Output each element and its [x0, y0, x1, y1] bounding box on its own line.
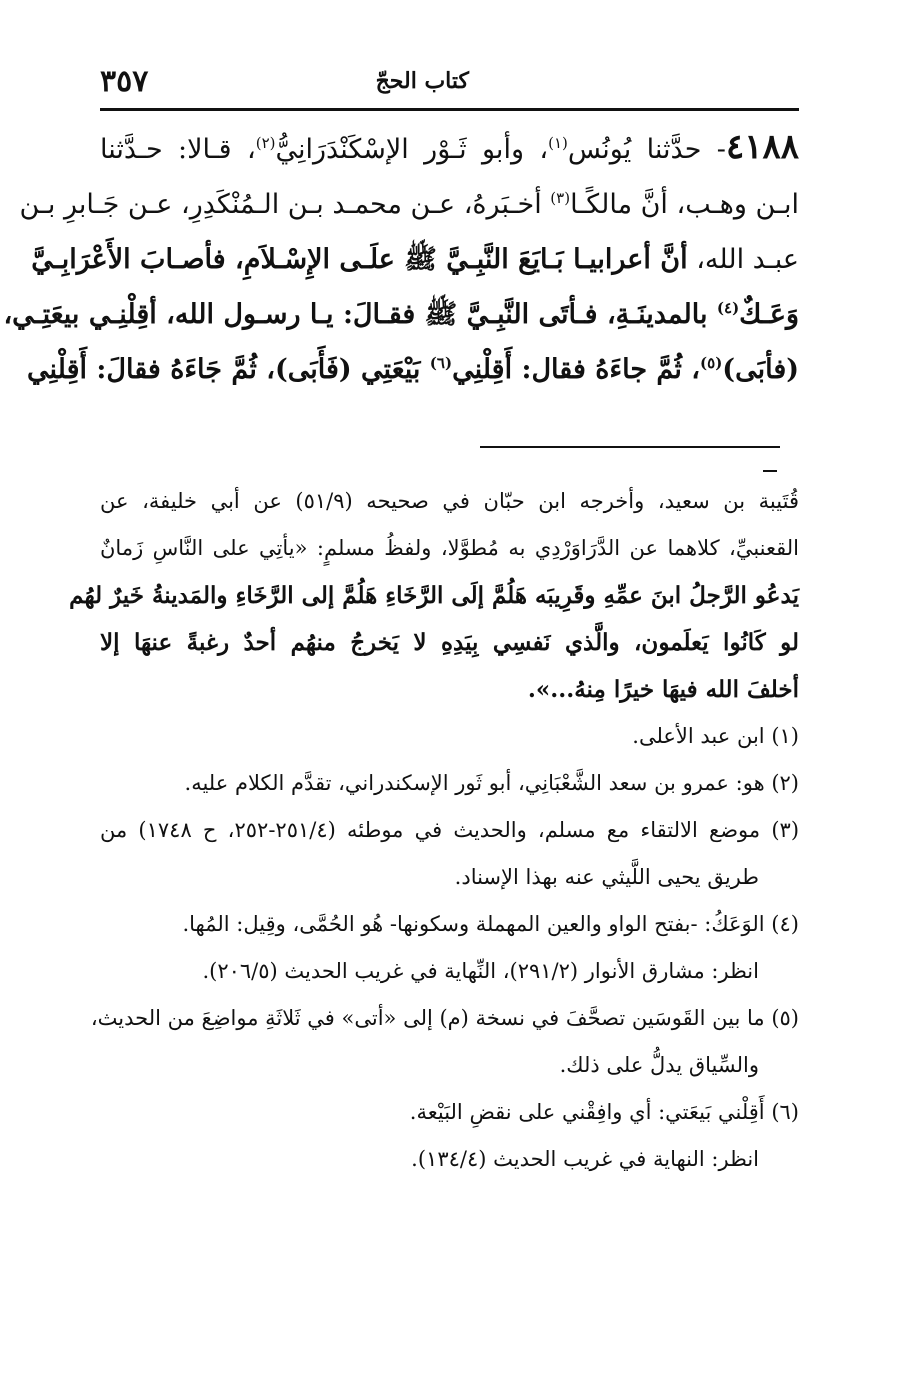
footnote-2: (٢) هو: عمرو بن سعد الشَّعْبَانِي، أبو ثَور الإسكندراني، تقدَّم الكلام عليه. — [184, 771, 799, 795]
footnote-ref-1: (١) — [548, 134, 568, 152]
matn-text: بَيْعَتِي (فَأَبَى)، ثُمَّ جَاءَهُ فقالَ: أَقِلْنِي — [27, 354, 430, 385]
footnotes — [69, 478, 800, 1183]
footnote-ref-6: (٦) — [429, 354, 453, 372]
matn-text: ، ثُمَّ جاءَهُ فقال: أَقِلْنِي — [452, 354, 701, 385]
matn-text: أنَّ أعرابيـا بَـايَعَ النَّبِـيَّ ﷺ علَـى الإِسْـلاَمِ، فأصـابَ الأَعْرَابِـيَّ — [31, 244, 688, 275]
text-line-3 — [31, 232, 799, 287]
text-line-5 — [27, 342, 799, 397]
running-title: كتاب الحجّ — [375, 68, 469, 94]
matn-text: وَعَـكٌ — [739, 299, 799, 330]
footnote-ref-3: (٣) — [550, 189, 571, 207]
footnote-5: (٥) ما بين القَوسَين تصحَّفَ في نسخة (م) إلى «أتى» في ثَلاثَةِ مواضِعَ من الحديث، — [90, 1006, 799, 1030]
text-line-4 — [3, 287, 799, 342]
footnote-continuation-line: القعنبيِّ، كلاهما عن الدَّرَاوَرْدِي به مُطوَّلا، ولفظُ مسلمٍ: «يأتِي على النَّاسِ زَمانٌ — [100, 536, 799, 560]
text-segment: - حدَّثنا يُونُس — [567, 134, 726, 165]
matn-text: (فأبَى) — [722, 354, 799, 385]
text-segment: عبـد الله، — [687, 244, 799, 275]
text-segment: ابـن وهـب، أنَّ مالكًـا — [570, 189, 799, 220]
footnote-1: (١) ابن عبد الأعلى. — [632, 724, 799, 748]
text-line-1 — [100, 120, 799, 177]
footnote-separator — [480, 446, 780, 448]
footnote-ref-5: (٥) — [700, 354, 723, 372]
footnote-quote-line: أخلفَ الله فيهَا خيرًا مِنهُ...». — [527, 676, 799, 703]
text-segment: ، وأبو ثَـوْر الإسْكَنْدَرَانِيُّ — [275, 134, 549, 165]
footnote-5-continued: والسِّياق يدلُّ على ذلك. — [559, 1053, 759, 1077]
page-header — [100, 64, 799, 111]
footnote-4-continued: انظر: مشارق الأنوار (٢٩١/٢)، النِّهاية في غريب الحديث (٢٠٦/٥). — [202, 959, 759, 983]
hadith-text — [3, 120, 799, 397]
page-number: ٣٥٧ — [100, 64, 149, 99]
hadith-number: ٤١٨٨ — [725, 127, 799, 167]
footnote-continuation-line: قُتَيبة بن سعيد، وأخرجه ابن حبّان في صحيحه (٥١/٩) عن أبي خليفة، عن — [100, 489, 799, 513]
footnote-quote-line: لو كَانُوا يَعلَمون، والَّذي نَفسِي بِيَدِهِ لا يَخرجُ منهُم أحدٌ رغبةً عنهَا إلا — [100, 629, 799, 656]
continuation-mark — [763, 470, 777, 472]
footnote-4: (٤) الوَعَكُ: -بفتح الواو والعين المهملة وسكونها- هُو الحُمَّى، وقِيل: المُها. — [182, 912, 799, 936]
footnote-6-continued: انظر: النهاية في غريب الحديث (١٣٤/٤). — [411, 1147, 759, 1171]
text-line-2 — [19, 177, 799, 232]
text-segment: أخـبَرهُ، عـن محمـد بـن الـمُنْكَدِرِ، عـن جَـابرِ بـن — [19, 189, 551, 220]
footnote-quote-line: يَدعُو الرَّجلُ ابنَ عمِّهِ وقَرِيبَه هَلُمَّ إلَى الرَّخَاءِ هَلُمَّ إلى الرَّخَاءِ والمَدينةُ خَيرٌ لهُم — [69, 582, 799, 609]
matn-text: بالمدينَـةِ، فـأتَى النَّبِـيَّ ﷺ فقـالَ: يـا رسـول الله، أقِلْنِـي بيعَتِـي، — [3, 299, 717, 330]
footnote-ref-2: (٢) — [255, 134, 276, 152]
footnote-3-continued: طريق يحيى اللَّيثي عنه بهذا الإسناد. — [454, 865, 759, 889]
footnote-3: (٣) موضع الالتقاء مع مسلم، والحديث في موطئه (٢٥١/٤-٢٥٢، ح ١٧٤٨) من — [100, 818, 800, 842]
text-segment: ، قـالا: حـدَّثنا — [100, 134, 256, 165]
footnote-ref-4: (٤) — [716, 299, 740, 317]
footnote-6: (٦) أَقِلْني بَيعَتي: أي وافِقْني على نقضِ البَيْعة. — [409, 1100, 799, 1124]
